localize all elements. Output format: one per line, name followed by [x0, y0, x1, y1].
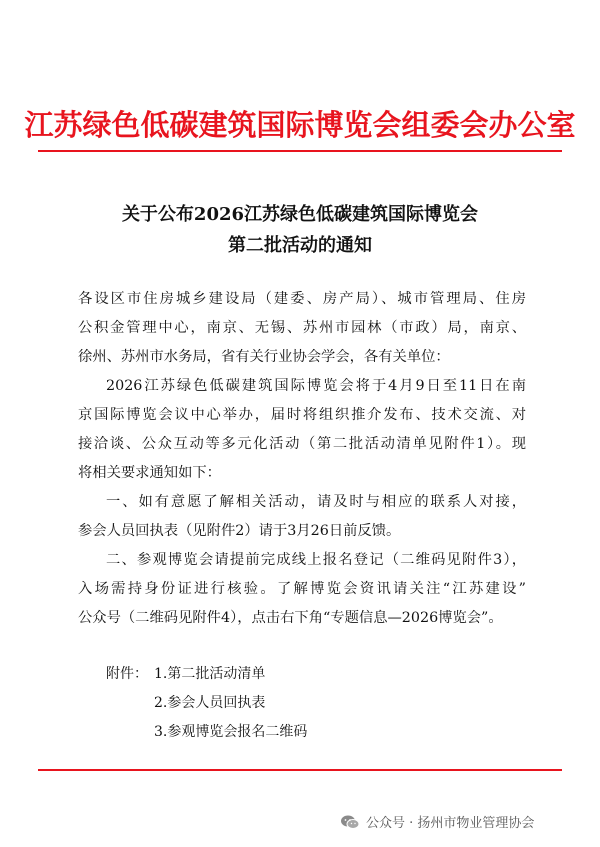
attachments-label: 附件： [106, 666, 148, 682]
body-line: 接洽谈、公众互动等多元化活动（第二批活动清单见附件1）。现 [78, 436, 526, 452]
body-line: 公众号（二维码见附件4），点击右下角“专题信息—2026博览会”。 [78, 610, 503, 626]
notice-title-line-2: 第二批活动的通知 [228, 235, 372, 256]
attachment-item: 1.第二批活动清单 [154, 666, 266, 682]
body-line: 徐州、苏州市水务局，省有关行业协会学会，各有关单位： [78, 349, 450, 365]
body-line: 二、参观博览会请提前完成线上报名登记（二维码见附件3）， [106, 552, 526, 568]
wechat-icon [340, 814, 360, 830]
body-line: 参会人员回执表（见附件2）请于3月26日前反馈。 [78, 523, 401, 539]
footer-red-rule [38, 769, 562, 771]
attachment-item: 2.参会人员回执表 [154, 695, 266, 711]
body-line: 2026江苏绿色低碳建筑国际博览会将于4月9日至11日在南 [106, 378, 526, 394]
body-line: 将相关要求通知如下： [78, 465, 221, 481]
body-line: 入场需持身份证进行核验。了解博览会资讯请关注“江苏建设” [78, 581, 526, 597]
notice-title-line-1: 关于公布2026江苏绿色低碳建筑国际博览会 [121, 204, 479, 225]
body-line: 京国际博览会议中心举办，届时将组织推介发布、技术交流、对 [78, 407, 526, 423]
wechat-source-footer [340, 812, 534, 831]
body-line: 一、如有意愿了解相关活动，请及时与相应的联系人对接， [106, 494, 526, 510]
body-line: 各设区市住房城乡建设局（建委、房产局）、城市管理局、住房 [78, 291, 526, 307]
body-line: 公积金管理中心，南京、无锡、苏州市园林（市政）局，南京、 [78, 320, 526, 336]
organization-header: 江苏绿色低碳建筑国际博览会组委会办公室 [24, 108, 576, 142]
footer-text: 公众号 · 扬州市物业管理协会 [366, 816, 535, 831]
attachment-item: 3.参观博览会报名二维码 [154, 724, 308, 740]
header-red-rule [38, 150, 562, 152]
